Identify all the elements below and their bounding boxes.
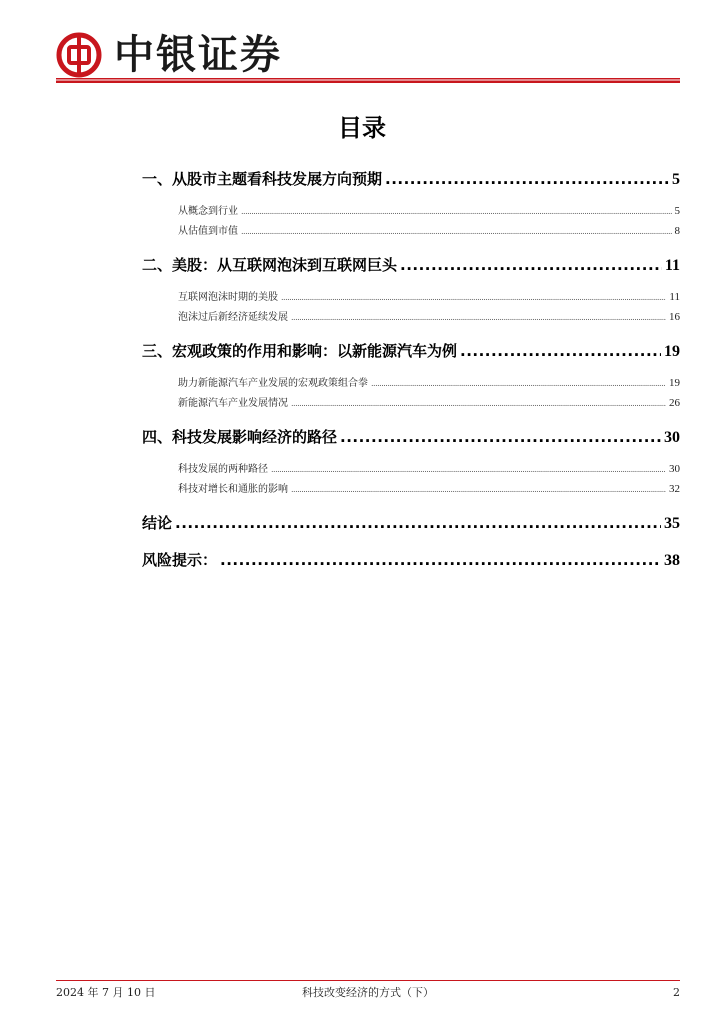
toc-entry-title: 泡沫过后新经济延续发展 [178, 312, 288, 323]
page-header [56, 30, 680, 84]
toc-entry-title: 从概念到行业 [178, 206, 238, 217]
dot-leader [400, 255, 662, 275]
toc-entry-page: 30 [664, 429, 680, 446]
toc-entry-section-2[interactable] [142, 255, 680, 276]
toc-entry-section-1[interactable] [142, 169, 680, 190]
toc-entry-subsection[interactable] [178, 376, 680, 391]
toc-entry-subsection[interactable] [178, 462, 680, 477]
toc-entry-page: 19 [664, 343, 680, 360]
dot-leader [175, 513, 661, 533]
toc-entry-page: 35 [664, 515, 680, 532]
toc-entry-subsection[interactable] [178, 310, 680, 325]
dot-leader [271, 463, 666, 477]
toc-entry-title: 风险提示： [142, 551, 218, 569]
toc-entry-page: 16 [669, 311, 680, 323]
toc-entry-title: 结论 [142, 514, 173, 532]
toc-entry-page: 11 [669, 291, 680, 303]
footer-doc-title: 科技改变经济的方式（下） [302, 986, 434, 999]
dot-leader [340, 427, 661, 447]
toc-entry-page: 30 [669, 463, 680, 475]
toc-entry-title: 科技对增长和通胀的影响 [178, 484, 288, 495]
toc-entry-title: 科技发展的两种路径 [178, 464, 268, 475]
toc-entry-title: 三、宏观政策的作用和影响：以新能源汽车为例 [142, 342, 458, 360]
toc-entry-title: 一、从股市主题看科技发展方向预期 [142, 170, 383, 188]
brand-name: 中银证券 [114, 32, 282, 78]
toc-entry-title: 助力新能源汽车产业发展的宏观政策组合拳 [178, 378, 368, 389]
toc-entry-subsection[interactable] [178, 482, 680, 497]
toc-entry-title: 二、美股：从互联网泡沫到互联网巨头 [142, 256, 398, 274]
footer-page-number: 2 [673, 986, 680, 999]
dot-leader [385, 169, 669, 189]
toc-entry-page: 5 [674, 205, 680, 217]
header-rule [56, 78, 680, 83]
toc-entry-page: 38 [664, 552, 680, 569]
toc-title: 目录 [338, 114, 386, 142]
dot-leader [281, 291, 666, 305]
toc-entry-page: 11 [664, 257, 680, 274]
footer-date: 2024 年 7 月 10 日 [56, 986, 156, 999]
toc-entry-page: 32 [669, 483, 680, 495]
dot-leader [291, 483, 666, 497]
toc-entry-subsection[interactable] [178, 396, 680, 411]
toc-entry-title: 新能源汽车产业发展情况 [178, 398, 288, 409]
dot-leader [460, 341, 661, 361]
toc-entry-title: 从估值到市值 [178, 226, 238, 237]
toc-entry-page: 8 [674, 225, 680, 237]
toc-entry-page: 26 [669, 397, 680, 409]
toc-entry-section-4[interactable] [142, 427, 680, 448]
dot-leader [241, 225, 672, 239]
toc-entry-title: 四、科技发展影响经济的路径 [142, 428, 338, 446]
toc-entry-risk-warning[interactable] [142, 550, 680, 571]
dot-leader [371, 377, 666, 391]
dot-leader [220, 550, 661, 570]
toc-entry-page: 5 [672, 171, 680, 188]
toc-entry-title: 互联网泡沫时期的美股 [178, 292, 278, 303]
dot-leader [241, 205, 672, 219]
bank-of-china-logo-icon [56, 32, 102, 78]
footer-rule [56, 980, 680, 981]
toc-entry-subsection[interactable] [178, 204, 680, 219]
dot-leader [291, 397, 666, 411]
toc-entry-subsection[interactable] [178, 224, 680, 239]
toc-entry-page: 19 [669, 377, 680, 389]
toc-entry-section-3[interactable] [142, 341, 680, 362]
toc-entry-conclusion[interactable] [142, 513, 680, 534]
dot-leader [291, 311, 666, 325]
toc-entry-subsection[interactable] [178, 290, 680, 305]
